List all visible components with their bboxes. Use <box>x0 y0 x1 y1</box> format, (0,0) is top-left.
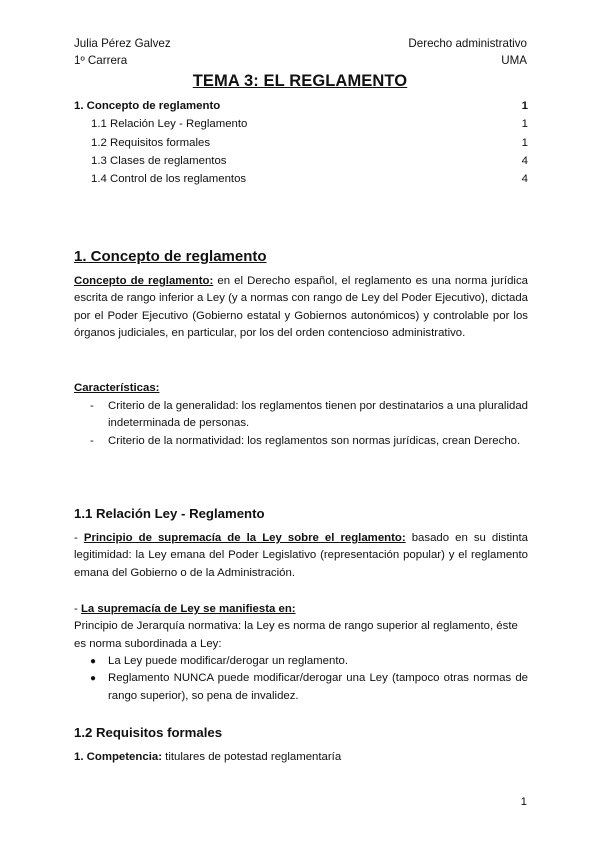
toc-entry-page: 4 <box>521 173 528 186</box>
list-item-text: Criterio de la generalidad: los reglamentos tienen por destinatarios a una pluralidad indeterminada de personas. <box>108 400 528 430</box>
toc-entry-page: 1 <box>521 100 528 113</box>
toc-entry-label[interactable]: 1.2 Requisitos formales <box>91 136 211 149</box>
section-heading-requisitos: 1.2 Requisitos formales <box>74 725 223 740</box>
definition-text: en el Derecho español, el reglamento es una norma jurídica escrita de rango inferior a Ley (y a normas con rango de Ley del Poder Ejecutivo), dictada por el Poder Ejecutivo (Gobierno estatal y Gobiernos autonómicos) y controlable por los órganos judiciales, en particular, por los del orden contencioso administrativo. <box>74 275 528 340</box>
list-item-text: Reglamento NUNCA puede modificar/derogar una Ley (tampoco otras normas de rango superior), so pena de invalidez. <box>108 672 528 702</box>
list-item-text: La Ley puede modificar/derogar un reglamento. <box>108 655 348 667</box>
course-year: 1º Carrera <box>74 54 128 67</box>
toc-entry-page: 4 <box>521 155 528 168</box>
document-title: TEMA 3: EL REGLAMENTO <box>192 72 408 90</box>
hierarchy-list <box>74 653 528 705</box>
page-number: 1 <box>520 796 527 808</box>
definition-term: Concepto de reglamento: <box>74 275 214 287</box>
dash-prefix: - <box>74 532 84 544</box>
list-item <box>74 433 528 450</box>
manifestation-paragraph <box>74 601 528 653</box>
characteristics-list <box>74 398 528 450</box>
competencia-text: titulares de potestad reglamentaría <box>161 751 342 763</box>
list-item <box>74 398 528 433</box>
section-heading-concepto: 1. Concepto de reglamento <box>74 248 267 265</box>
characteristics-heading: Características: <box>74 382 160 394</box>
manifestation-term: La supremacía de Ley se manifiesta en: <box>80 603 296 615</box>
section-heading-relacion: 1.1 Relación Ley - Reglamento <box>74 506 265 521</box>
header-right <box>408 36 527 70</box>
supremacy-paragraph <box>74 530 528 582</box>
toc-entry-label[interactable]: 1. Concepto de reglamento <box>74 100 221 113</box>
bullet-marker: ● <box>90 656 97 667</box>
list-item <box>74 653 528 670</box>
characteristics-label <box>74 380 528 397</box>
subject-name: Derecho administrativo <box>408 37 527 50</box>
toc-entry-label[interactable]: 1.1 Relación Ley - Reglamento <box>91 118 248 131</box>
toc-entry[interactable] <box>74 115 528 133</box>
toc-entry[interactable] <box>74 152 528 170</box>
competencia-term: 1. Competencia: <box>74 751 162 763</box>
competencia-paragraph <box>74 749 528 766</box>
list-item-text: Criterio de la normatividad: los reglamentos son normas jurídicas, crean Derecho. <box>108 434 521 447</box>
header-left <box>74 36 171 70</box>
toc-entry-label[interactable]: 1.3 Clases de reglamentos <box>91 155 227 168</box>
author-name: Julia Pérez Galvez <box>74 37 171 50</box>
dash-prefix: - <box>74 603 81 615</box>
supremacy-term: Principio de supremacía de la Ley sobre el reglamento: <box>83 532 406 544</box>
university: UMA <box>501 54 527 67</box>
toc-entry[interactable] <box>74 170 528 188</box>
dash-marker: - <box>90 400 94 412</box>
list-item <box>74 670 528 705</box>
toc-entry-page: 1 <box>521 136 528 149</box>
toc-entry-label[interactable]: 1.4 Control de los reglamentos <box>91 173 247 186</box>
toc-entry[interactable] <box>74 97 528 115</box>
definition-paragraph <box>74 273 528 343</box>
table-of-contents <box>74 97 528 188</box>
manifestation-text: Principio de Jerarquía normativa: la Ley es norma de rango superior al reglamento, éste es norma subordinada a Ley: <box>74 620 518 650</box>
dash-marker: - <box>90 434 94 447</box>
supremacy-text: basado en su distinta legitimidad: la Ley emana del Poder Legislativo (representación popular) y el reglamento emana del Gobierno o de la Administración. <box>74 532 528 579</box>
bullet-marker: ● <box>90 673 97 685</box>
toc-entry-page: 1 <box>521 118 528 131</box>
toc-entry[interactable] <box>74 134 528 152</box>
